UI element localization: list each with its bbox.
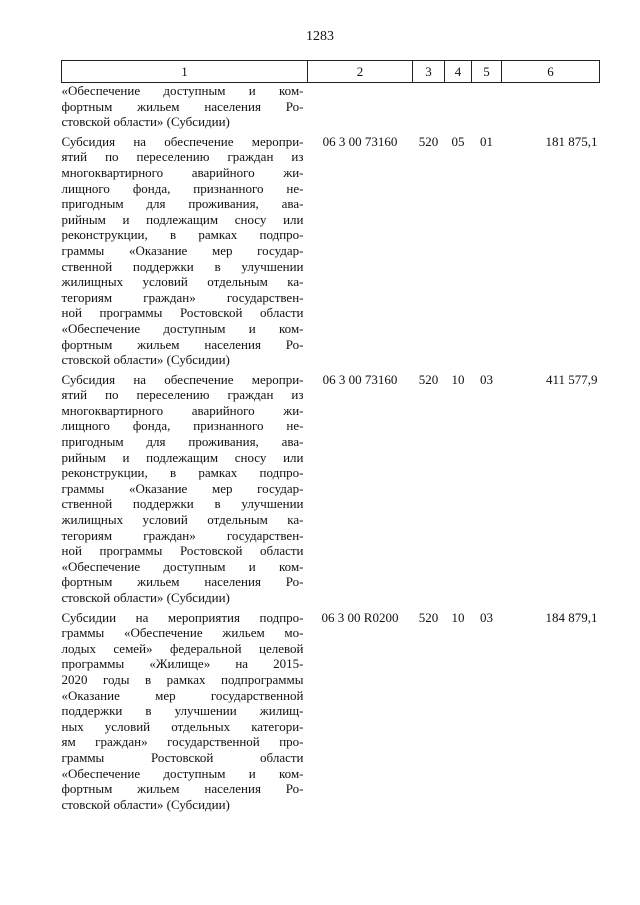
table-row [62, 130, 600, 368]
description-line: лодых семей» федеральной целевой [61, 640, 304, 656]
row-description [62, 130, 308, 368]
description-line: жилищных условий отдельным ка- [61, 512, 304, 528]
row-code: 06 3 00 73160 [322, 133, 398, 149]
column-header-3: 3 [413, 61, 445, 83]
description-line: лищного фонда, признанного не- [61, 180, 304, 196]
description-line: реконструкции, в рамках подпро- [61, 227, 304, 243]
row-col3: 520 [418, 371, 439, 387]
description-line: «Обеспечение доступным и ком- [61, 83, 304, 98]
row-code [308, 83, 413, 130]
row-col4: 10 [451, 609, 465, 625]
row-col3 [413, 83, 445, 130]
row-description [62, 606, 308, 813]
description-line: ятий по переселению граждан из [61, 149, 304, 165]
row-description [62, 368, 308, 606]
description-line: тегориям граждан» государствен- [61, 289, 304, 305]
page-number: 1283 [306, 29, 334, 44]
description-line: тегориям граждан» государствен- [61, 527, 304, 543]
row-col5: 01 [480, 133, 493, 149]
description-line: реконструкции, в рамках подпро- [61, 465, 304, 481]
description-line: фортным жильем населения Ро- [61, 781, 304, 797]
description-line: ям граждан» государственной про- [61, 734, 304, 750]
row-col4: 10 [451, 371, 465, 387]
description-line: ной программы Ростовской области [61, 305, 304, 321]
description-line: стовской области» (Субсидии) [61, 352, 230, 368]
description-line: многоквартирного аварийного жи- [61, 402, 304, 418]
table-header-row [62, 61, 600, 83]
description-line: фортным жильем населения Ро- [61, 574, 304, 590]
description-line: поддержки в улучшении жилищ- [61, 703, 304, 719]
description-line: «Обеспечение доступным и ком- [61, 320, 304, 336]
description-line: пригодным для проживания, ава- [61, 434, 304, 450]
description-line: ственной поддержки в улучшении [61, 496, 304, 512]
table-body [62, 83, 600, 813]
row-col5 [472, 83, 502, 130]
row-col4 [445, 83, 472, 130]
row-description [62, 83, 308, 130]
row-amount: 411 577,9 [545, 371, 598, 387]
table-row [62, 368, 600, 606]
column-header-2: 2 [308, 61, 413, 83]
row-amount: 181 875,1 [545, 133, 598, 149]
description-line: программы «Жилище» на 2015- [61, 656, 304, 672]
description-line: лищного фонда, признанного не- [61, 418, 304, 434]
column-header-6: 6 [502, 61, 600, 83]
description-line: многоквартирного аварийного жи- [61, 164, 304, 180]
row-col5: 03 [480, 371, 493, 387]
column-header-5: 5 [472, 61, 502, 83]
description-line: ных условий отдельных категори- [61, 718, 304, 734]
row-col3: 520 [418, 133, 439, 149]
table-row [62, 83, 600, 130]
description-line: стовской области» (Субсидии) [61, 796, 230, 812]
row-col5: 03 [480, 609, 493, 625]
description-line: «Обеспечение доступным и ком- [61, 558, 304, 574]
row-code: 06 3 00 73160 [322, 371, 398, 387]
description-line: ственной поддержки в улучшении [61, 258, 304, 274]
description-line: «Оказание мер государственной [61, 687, 304, 703]
column-header-4: 4 [445, 61, 472, 83]
description-line: стовской области» (Субсидии) [61, 590, 230, 605]
column-header-1: 1 [62, 61, 308, 83]
description-line: фортным жильем населения Ро- [61, 336, 304, 352]
description-line: «Обеспечение доступным и ком- [61, 765, 304, 781]
description-line: рийным и подлежащим сносу или [61, 449, 304, 465]
description-line: граммы «Обеспечение жильем мо- [61, 625, 304, 641]
description-line: стовской области» (Субсидии) [61, 114, 230, 130]
description-line: ной программы Ростовской области [61, 543, 304, 559]
description-line: Субсидия на обеспечение меропри- [61, 133, 304, 149]
description-line: граммы Ростовской области [61, 749, 304, 765]
row-amount: 184 879,1 [545, 609, 598, 625]
description-line: граммы «Оказание мер государ- [61, 242, 304, 258]
description-line: рийным и подлежащим сносу или [61, 211, 304, 227]
description-line: Субсидии на мероприятия подпро- [61, 609, 304, 625]
description-line: фортным жильем населения Ро- [61, 98, 304, 114]
row-col3: 520 [418, 609, 439, 625]
description-line: Субсидия на обеспечение меропри- [61, 371, 304, 387]
row-col4: 05 [451, 133, 465, 149]
row-amount [502, 83, 600, 130]
description-line: граммы «Оказание мер государ- [61, 480, 304, 496]
description-line: 2020 годы в рамках подпрограммы [61, 671, 304, 687]
budget-table [61, 60, 600, 812]
description-line: пригодным для проживания, ава- [61, 196, 304, 212]
row-code: 06 3 00 R0200 [321, 609, 399, 625]
table-row [62, 606, 600, 813]
description-line: жилищных условий отдельным ка- [61, 274, 304, 290]
description-line: ятий по переселению граждан из [61, 387, 304, 403]
